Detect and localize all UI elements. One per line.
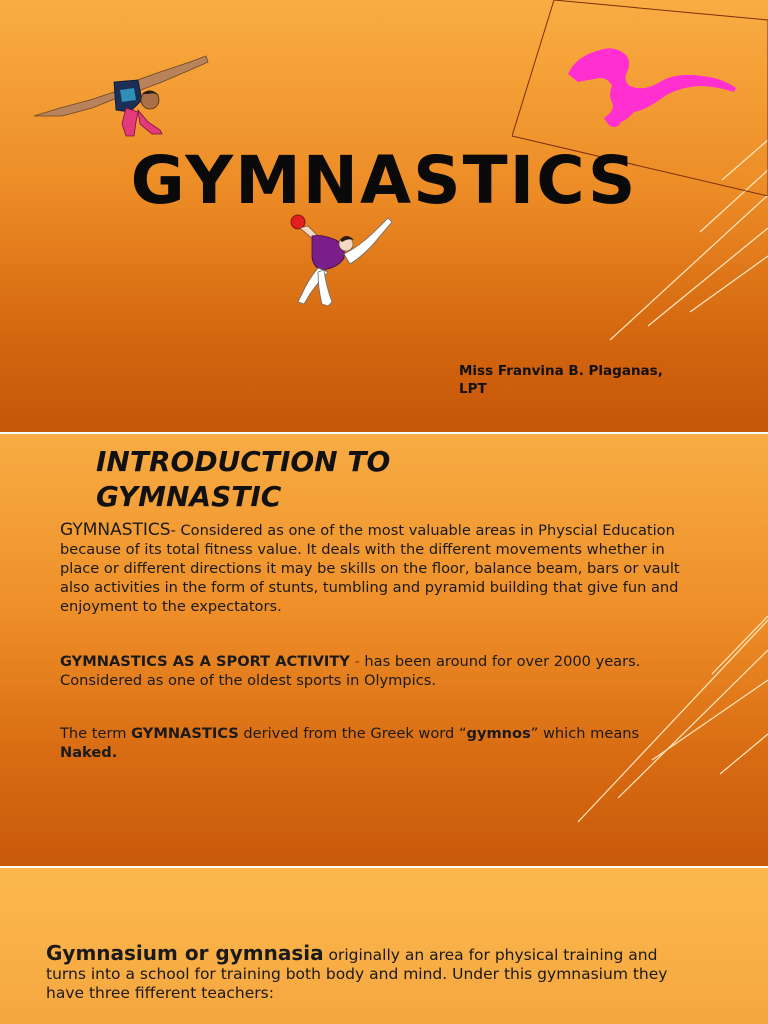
history-text: has been around for over 2000 years. Considered as one of the oldest sports in Olympics. <box>60 653 641 689</box>
history-term: GYMNASTICS AS A SPORT ACTIVITY <box>60 653 350 670</box>
author-name: Miss Franvina B. Plaganas, <box>459 363 663 379</box>
definition-text: - Considered as one of the most valuable areas in Physcial Education because of its total fitness value. It deals with the different movements whether in place or different directions it may be skills on the floor, balance beam, bars or vault also activities in the form of stunts, tumbling and pyramid building that give fun and enjoyment to the expectators. <box>60 522 680 615</box>
gymnasium-paragraph <box>46 941 676 1003</box>
section-heading <box>96 444 516 514</box>
meaning-word: Naked. <box>60 744 118 761</box>
gymnast-split-leap-icon <box>30 50 210 145</box>
slide-title: GYMNASTICS <box>130 142 638 219</box>
etymology-term: GYMNASTICS <box>131 725 239 742</box>
definition-paragraph <box>60 521 690 616</box>
introduction-slide <box>0 434 768 866</box>
etymology-paragraph <box>60 724 690 762</box>
greek-word: gymnos <box>466 725 531 742</box>
gymnasium-term: Gymnasium or gymnasia <box>46 941 324 965</box>
etymology-text-1: The term <box>60 725 132 742</box>
history-dash: - <box>349 653 365 670</box>
heading-line-2: GYMNASTIC <box>96 480 282 513</box>
author-title: LPT <box>459 381 487 397</box>
rhythmic-gymnast-ball-icon <box>288 210 398 310</box>
cut-off-heading <box>96 1014 246 1024</box>
title-slide <box>0 0 768 432</box>
etymology-text-2: derived from the Greek word “ <box>238 725 467 742</box>
gymnasium-slide <box>0 868 768 1024</box>
gymnasium-text: originally an area for physical training and turns into a school for training both body and mind. Under this gymnasium they have three fifferent teachers: <box>46 946 668 1002</box>
etymology-text-3: ” which means <box>530 725 640 742</box>
heading-line-1: INTRODUCTION TO <box>96 445 391 478</box>
definition-term: GYMNASTICS <box>60 520 171 540</box>
author-credit <box>459 362 699 398</box>
history-paragraph <box>60 652 690 690</box>
